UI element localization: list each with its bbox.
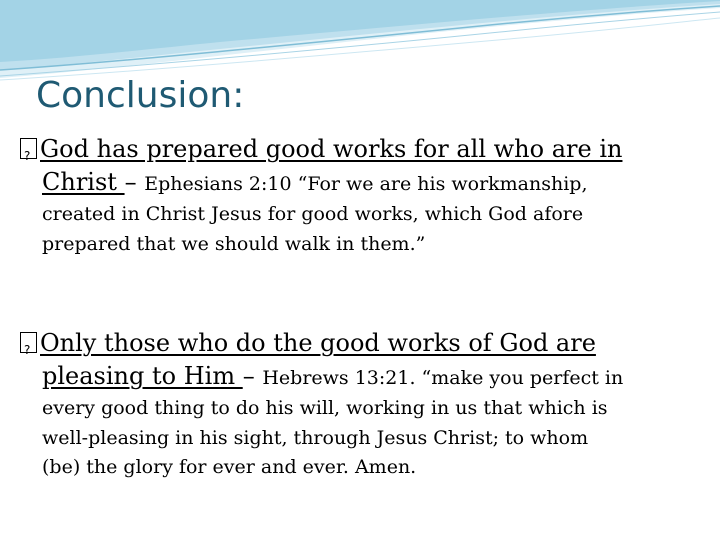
bullet-2-line-3: every good thing to do his will, working in us that which is <box>42 397 608 419</box>
bullet-1-line-3: created in Christ Jesus for good works, which God afore <box>42 203 584 225</box>
bullet-1-reference: Ephesians 2:10 “For we are his workmanship, <box>144 173 588 195</box>
bullet-2-lead-2: pleasing to Him <box>42 362 243 390</box>
bullet-2-dash: – <box>242 362 263 390</box>
bullet-2-reference: Hebrews 13:21. “make you perfect in <box>262 367 624 389</box>
bullet-2-lead-1: Only those who do the good works of God are <box>40 329 596 357</box>
slide-title: Conclusion: <box>36 75 245 116</box>
bullet-1-line-4: prepared that we should walk in them.” <box>42 233 426 255</box>
bullet-2 <box>20 327 710 482</box>
bullet-1-lead-1: God has prepared good works for all who are in <box>40 135 623 163</box>
bullet-1 <box>20 133 710 258</box>
bullet-2-line-4: well-pleasing in his sight, through Jesus Christ; to whom <box>42 427 589 449</box>
bullet-1-lead-2: Christ <box>42 168 125 196</box>
box-glyph-icon: ? <box>20 138 37 159</box>
box-glyph-icon: ? <box>20 332 37 353</box>
bullet-2-line-5: (be) the glory for ever and ever. Amen. <box>42 456 417 478</box>
bullet-1-dash: – <box>124 168 145 196</box>
